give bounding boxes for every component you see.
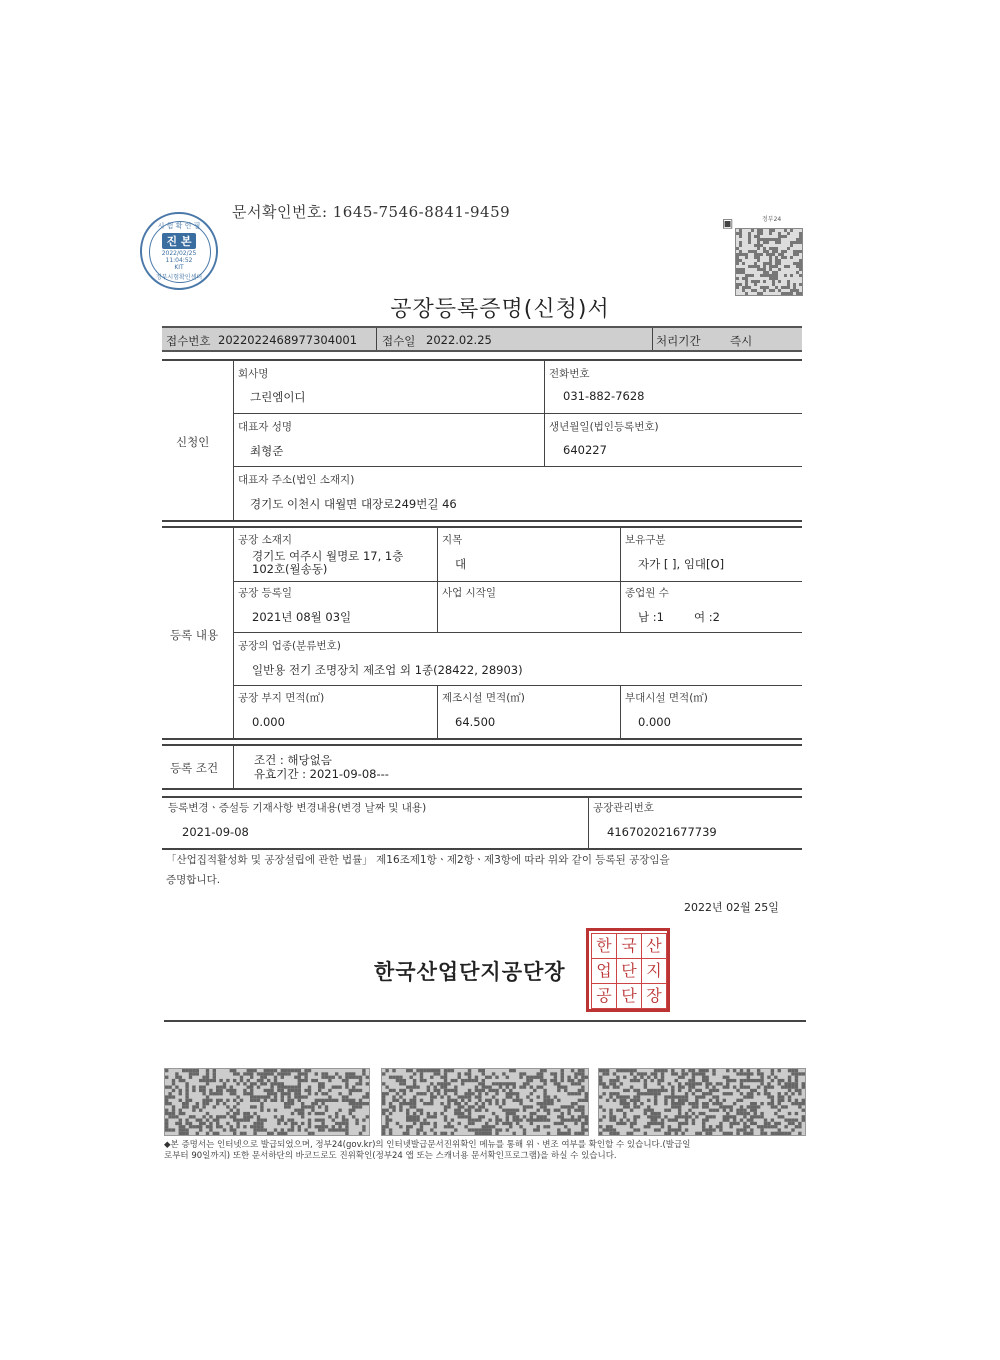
- document-title: 공장등록증명(신청)서: [390, 297, 610, 322]
- condition-section-label: 등록 조건: [170, 761, 219, 775]
- receipt-bar: [162, 326, 802, 352]
- management-number-label: 공장관리번호: [593, 802, 654, 814]
- footer-notice: ◆본 증명서는 인터넷으로 발급되었으며, 정부24(gov.kr)의 인터넷발급문서진위확인 메뉴를 통해 위ㆍ변조 여부를 확인할 수 있습니다.(발급일 로부터 90일까지) 또한 문서하단의 바코드로도 진위확인(정부24 앱 또는 스캐너용 문서확인프로그램)을 하실 수 있습니다.: [164, 1140, 691, 1161]
- certificate-date: 2022년 02월 25일: [684, 901, 779, 914]
- management-number: 416702021677739: [607, 825, 717, 839]
- receipt-date: 2022.02.25: [426, 333, 492, 347]
- stamp-top-text: 시 험 확 인 필: [157, 222, 201, 230]
- land-category: 대: [455, 557, 467, 571]
- changes-value: 2021-09-08: [182, 825, 249, 839]
- company-label: 회사명: [238, 368, 269, 380]
- processing-period-label: 처리기간: [656, 334, 701, 348]
- verification-stamp: [140, 212, 218, 290]
- employees-female: 여 :2: [694, 610, 720, 624]
- site-area-label: 공장 부지 면적(㎡): [238, 692, 325, 704]
- receipt-no-label: 접수번호: [166, 334, 211, 348]
- address-value: 경기도 이천시 대월면 대장로249번길 46: [250, 497, 457, 511]
- stamp-main-text: 진 본: [162, 233, 196, 249]
- business-start-label: 사업 시작일: [442, 587, 497, 599]
- receipt-date-label: 접수일: [382, 334, 416, 348]
- birthdate-label: 생년월일(법인등록번호): [549, 421, 659, 433]
- document-confirm-number: 문서확인번호: 1645-7546-8841-9459: [232, 203, 511, 221]
- condition-value: 조건 : 해당없음 유효기간 : 2021-09-08---: [254, 753, 389, 781]
- registration-date-label: 공장 등록일: [238, 587, 293, 599]
- issuer-name: 한국산업단지공단장: [374, 960, 566, 984]
- auxiliary-area: 0.000: [638, 715, 671, 729]
- ownership-value: 자가 [ ], 임대[O]: [638, 557, 725, 571]
- barcode-1: [164, 1068, 370, 1136]
- address-label: 대표자 주소(법인 소재지): [238, 474, 355, 486]
- site-area: 0.000: [252, 715, 285, 729]
- representative-label: 대표자 성명: [238, 421, 293, 433]
- receipt-no: 2022022468977304001: [218, 333, 358, 347]
- phone-label: 전화번호: [549, 368, 590, 380]
- employees-male: 남 :1: [638, 610, 664, 624]
- phone-value: 031-882-7628: [563, 389, 645, 403]
- industry-value: 일반용 전기 조명장치 제조업 외 1종(28422, 28903): [252, 663, 523, 677]
- barcode-2: [381, 1068, 589, 1136]
- stamp-date: 2022/02/25 11:04:52 KIT: [161, 250, 197, 271]
- gov24-logo-icon: ▣: [722, 216, 734, 230]
- land-category-label: 지목: [442, 534, 463, 546]
- manufacturing-area: 64.500: [455, 715, 496, 729]
- birthdate-value: 640227: [563, 443, 607, 457]
- representative-name: 최형준: [250, 444, 284, 458]
- manufacturing-area-label: 제조시설 면적(㎡): [442, 692, 525, 704]
- processing-period: 즉시: [730, 334, 753, 348]
- auxiliary-area-label: 부대시설 면적(㎡): [625, 692, 708, 704]
- applicant-section-label: 신청인: [176, 435, 210, 449]
- industry-label: 공장의 업종(분류번호): [238, 640, 341, 652]
- company-name: 그린엠이디: [250, 390, 306, 404]
- registration-date: 2021년 08월 03일: [252, 610, 352, 624]
- changes-label: 등록변경ㆍ증설등 기재사항 변경내용(변경 날짜 및 내용): [168, 802, 427, 814]
- ownership-label: 보유구분: [625, 534, 666, 546]
- official-seal: 한 국 산 업 단 지 공 단 장: [586, 928, 670, 1012]
- registration-section-label: 등록 내용: [170, 628, 219, 642]
- qr-label: 정부24: [762, 216, 782, 223]
- factory-location-label: 공장 소재지: [238, 534, 293, 546]
- factory-location: 경기도 여주시 월명로 17, 1층 102호(월송동): [252, 549, 404, 576]
- barcode-3: [598, 1068, 806, 1136]
- employees-label: 종업원 수: [625, 587, 669, 599]
- qr-code: [735, 228, 803, 296]
- certification-statement: 「산업집적활성화 및 공장설립에 관한 법률」 제16조제1항ㆍ제2항ㆍ제3항에 따라 위와 같이 등록된 공장임을 증명합니다.: [166, 854, 670, 886]
- stamp-bottom-text: 정부시험확인센터: [155, 274, 203, 281]
